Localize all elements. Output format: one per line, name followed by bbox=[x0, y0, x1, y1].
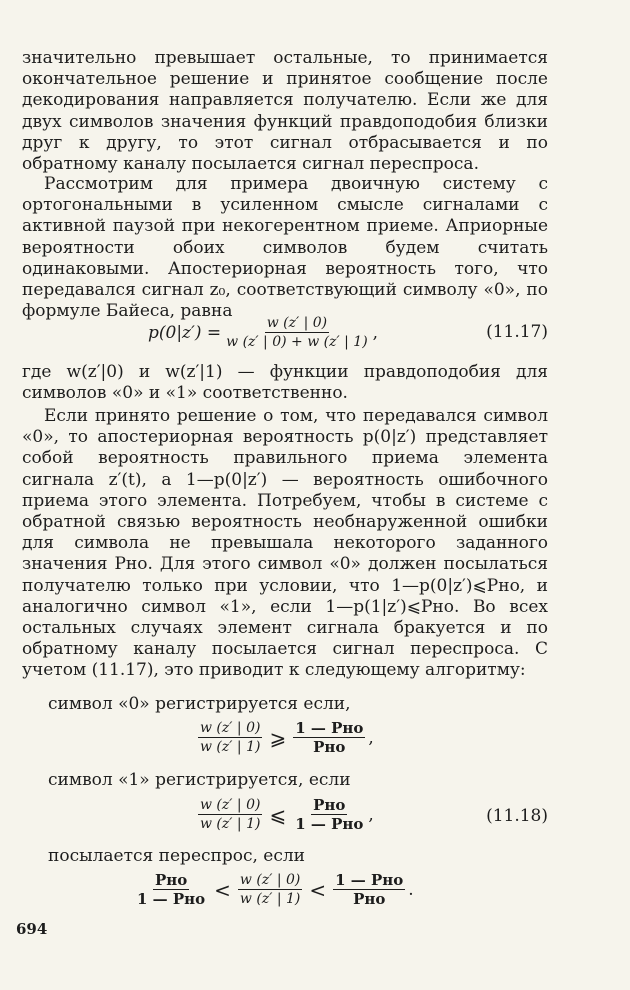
rule2-c-fraction bbox=[333, 872, 405, 907]
inequality-rule-0 bbox=[195, 720, 374, 755]
rule1-left-den: w (z′ | 1) bbox=[200, 816, 261, 832]
rule-0-label: символ «0» регистрируется если, bbox=[48, 694, 351, 714]
rule1-left-num: w (z′ | 0) bbox=[200, 797, 261, 813]
rule1-tail: , bbox=[368, 804, 374, 825]
rule2-b-fraction bbox=[238, 872, 302, 907]
rule0-left-den: w (z′ | 1) bbox=[200, 739, 261, 755]
equation-number-11-17: (11.17) bbox=[486, 322, 548, 342]
rule0-right-num: 1 — Pно bbox=[295, 719, 364, 737]
rule1-relation: ⩽ bbox=[269, 802, 287, 827]
rule0-tail: , bbox=[368, 727, 374, 748]
eq-denominator: w (z′ | 0) + w (z′ | 1) bbox=[226, 334, 368, 350]
equation-number-11-18: (11.18) bbox=[486, 806, 548, 826]
rule2-a-fraction bbox=[135, 872, 207, 907]
rule2-b-den: w (z′ | 1) bbox=[239, 891, 301, 907]
rule0-right-den: Pно bbox=[313, 738, 346, 756]
rule1-right-fraction bbox=[293, 797, 365, 832]
rule1-left-fraction bbox=[198, 797, 262, 832]
rule0-relation: ⩾ bbox=[269, 725, 287, 750]
inequality-rule-2 bbox=[132, 872, 414, 907]
rule0-left-fraction bbox=[198, 720, 262, 755]
paragraph-4: Если принято решение о том, что передавался символ «0», то апостериорная вероятность p(0|z′) представляет собой вероятность правильного приема элемента сигнала z′(t), а 1—p(0|z′) — вероятность ошибочного приема этого элемента. Потребуем, чтобы в системе с обратной связью вероятность необнаруженной ошибки для символа не превышала некоторого заданного значения Pно. Для этого символ «0» должен посылаться получателю только при условии, что 1—p(0|z′)⩽Pно, и аналогично символ «1», если 1—p(1|z′)⩽Pно. Во всех остальных случаях элемент сигнала бракуется и по обратному каналу посылается сигнал переспроса. С учетом (11.17), это приводит к следующему алгоритму: bbox=[22, 406, 548, 681]
paragraph-3: где w(z′|0) и w(z′|1) — функции правдоподобия для символов «0» и «1» соответственно. bbox=[22, 362, 548, 404]
eq-lhs: p(0|z′) = bbox=[148, 322, 222, 343]
rule2-c-den: Pно bbox=[353, 890, 386, 908]
rule0-left-num: w (z′ | 0) bbox=[200, 720, 261, 736]
paragraph-2: Рассмотрим для примера двоичную систему с ортогональными в усиленном смысле сигналами с активной паузой при некогерентном приеме. Априорные вероятности обоих символов будем считать одинаковыми. Апостериорная вероятность того, что передавался сигнал z₀, соответствующий символу «0», по формуле Байеса, равна bbox=[22, 174, 548, 322]
paragraph-1: значительно превышает остальные, то принимается окончательное решение и принятое сообщение после декодирования направляется получателю. Если же для двух символов значения функций правдоподобия близки друг к другу, то этот сигнал отбрасывается и по обратному каналу посылается сигнал переспроса. bbox=[22, 48, 548, 175]
rule2-relation-2: < bbox=[309, 877, 327, 902]
eq-fraction bbox=[224, 315, 370, 350]
eq-tail: , bbox=[372, 322, 379, 343]
eq-numerator: w (z′ | 0) bbox=[266, 315, 328, 331]
inequality-rule-1 bbox=[195, 797, 374, 832]
page-number: 694 bbox=[16, 920, 48, 938]
rule2-a-den: 1 — Pно bbox=[137, 890, 206, 908]
rule1-right-den: 1 — Pно bbox=[295, 815, 364, 833]
rule2-a-num: Pно bbox=[154, 871, 188, 889]
equation-11-17 bbox=[148, 315, 378, 350]
rule2-c-num: 1 — Pно bbox=[335, 871, 404, 889]
rule2-b-num: w (z′ | 0) bbox=[239, 872, 301, 888]
rule2-tail: . bbox=[408, 879, 414, 900]
rule1-right-num: Pно bbox=[313, 796, 346, 814]
rule-2-label: посылается переспрос, если bbox=[48, 846, 306, 866]
rule0-right-fraction bbox=[293, 720, 365, 755]
rule-1-label: символ «1» регистрируется, если bbox=[48, 770, 351, 790]
rule2-relation-1: < bbox=[214, 877, 231, 902]
